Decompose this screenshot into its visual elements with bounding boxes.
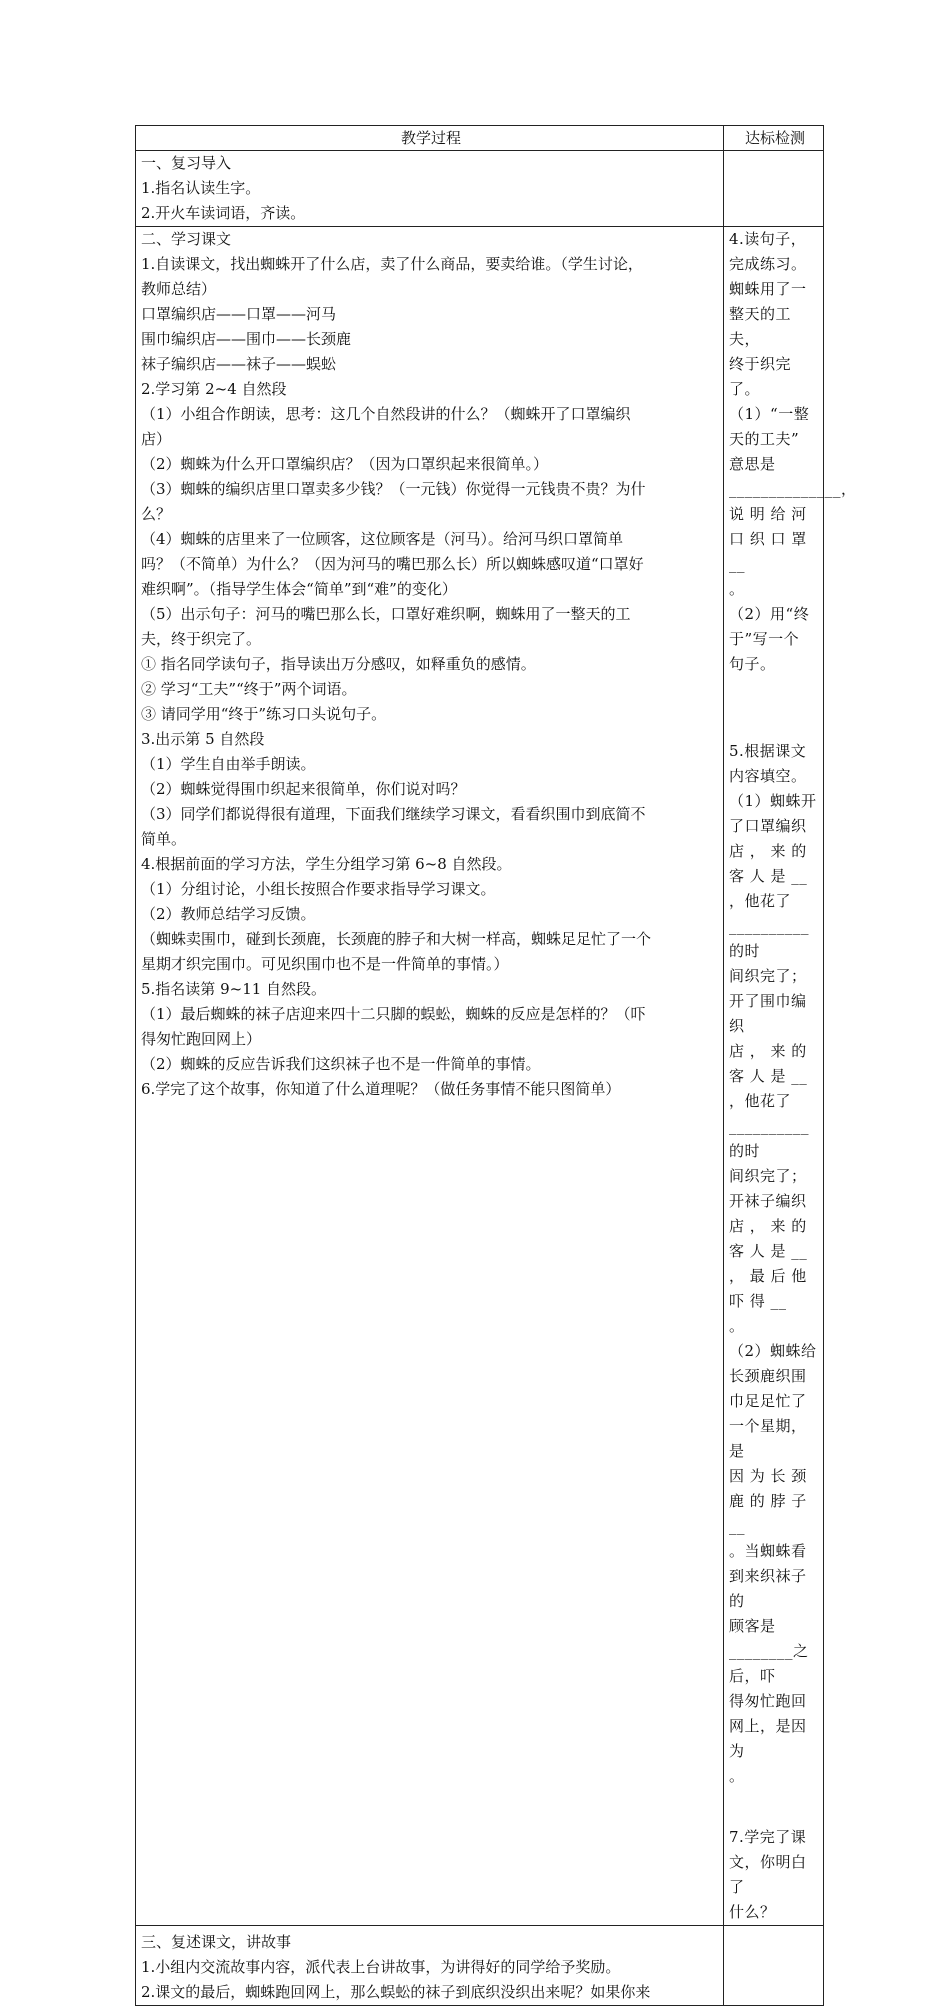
exercise-line: ，他花了__________的时 bbox=[729, 1092, 809, 1160]
learning-line: 教师总结） bbox=[141, 280, 217, 298]
learning-assessment-cell bbox=[724, 227, 857, 1926]
retell-line: 1.小组内交流故事内容，派代表上台讲故事，为讲得好的同学给予奖励。 bbox=[141, 1958, 621, 1976]
spacer bbox=[729, 1789, 821, 1825]
learning-line: 5.指名读第 9~11 自然段。 bbox=[141, 980, 327, 998]
learning-line: （1）最后蜘蛛的袜子店迎来四十二只脚的蜈蚣，蜘蛛的反应是怎样的？（吓 bbox=[141, 1005, 646, 1023]
retell-assessment-cell bbox=[724, 1926, 824, 2006]
learning-line: 吗？（不简单）为什么？（因为河马的嘴巴那么长）所以蜘蛛感叹道“口罩好 bbox=[141, 555, 644, 573]
exercise-4 bbox=[729, 227, 857, 677]
learning-line: 得匆忙跑回网上） bbox=[141, 1030, 262, 1048]
exercise-line: 顾客是________之后，吓 bbox=[729, 1617, 809, 1685]
exercise-line: 什么？ bbox=[729, 1903, 776, 1921]
learning-line: 2.学习第 2~4 自然段 bbox=[141, 380, 287, 398]
exercise-line: （2）用“终于”写一个 bbox=[729, 605, 810, 648]
learning-line: （3）蜘蛛的编织店里口罩卖多少钱？（一元钱）你觉得一元钱贵不贵？为什 bbox=[141, 480, 646, 498]
exercise-line: 7.学完了课文，你明白了 bbox=[729, 1828, 807, 1896]
learning-line: ③ 请同学用“终于”练习口头说句子。 bbox=[141, 705, 387, 723]
learning-line: 1.自读课文，找出蜘蛛开了什么店，卖了什么商品，要卖给谁。（学生讨论， bbox=[141, 255, 643, 273]
learning-line: 店） bbox=[141, 430, 172, 448]
review-line: 1.指名认读生字。 bbox=[141, 179, 261, 197]
learning-line: 简单。 bbox=[141, 830, 187, 848]
learning-line: 4.根据前面的学习方法，学生分组学习第 6~8 自然段。 bbox=[141, 855, 512, 873]
exercise-line: 巾足足忙了一个星期，是 bbox=[729, 1392, 807, 1460]
review-cell bbox=[136, 151, 724, 227]
learning-line: 3.出示第 5 自然段 bbox=[141, 730, 265, 748]
learning-cell bbox=[136, 227, 724, 1926]
review-assessment-cell bbox=[724, 151, 824, 227]
exercise-line: 。 bbox=[729, 1767, 745, 1785]
exercise-5 bbox=[729, 739, 821, 1789]
learning-line: 6.学完了这个故事，你知道了什么道理呢？（做任务事情不能只图简单） bbox=[141, 1080, 621, 1098]
learning-line: （2）蜘蛛的反应告诉我们这织袜子也不是一件简单的事情。 bbox=[141, 1055, 541, 1073]
learning-row bbox=[136, 227, 824, 1926]
retell-cell bbox=[136, 1926, 724, 2006]
exercise-line: 因 为 长 颈 鹿 的 脖 子 __ bbox=[729, 1467, 807, 1535]
exercise-line: 5.根据课文内容填空。 bbox=[729, 742, 807, 785]
learning-line: 难织啊”。（指导学生体会“简单”到“难”的变化） bbox=[141, 580, 457, 598]
header-row bbox=[136, 126, 824, 151]
exercise-line: 间织完了；开了围巾编织 bbox=[729, 967, 807, 1035]
exercise-line: 意思是______________， bbox=[729, 455, 857, 498]
learning-line: （1）学生自由举手朗读。 bbox=[141, 755, 316, 773]
exercise-line: （1）“一整天的工夫” bbox=[729, 405, 810, 448]
exercise-line: 得匆忙跑回网上，是因为 bbox=[729, 1692, 807, 1760]
learning-line: （1）分组讨论，小组长按照合作要求指导学习课文。 bbox=[141, 880, 496, 898]
exercise-line: 终于织完了。 bbox=[729, 355, 792, 398]
learning-line: （1）小组合作朗读，思考：这几个自然段讲的什么？（蜘蛛开了口罩编织 bbox=[141, 405, 631, 423]
exercise-line: ， 最 后 他 吓 得 __ bbox=[729, 1267, 807, 1310]
learning-line: （3）同学们都说得很有道理，下面我们继续学习课文，看看织围巾到底简不 bbox=[141, 805, 646, 823]
exercise-line: 店 ， 来 的 客 人 是 __ bbox=[729, 1042, 808, 1085]
exercise-line: 店 ， 来 的 客 人 是 __ bbox=[729, 1217, 808, 1260]
header-teaching-process: 教学过程 bbox=[136, 126, 724, 151]
exercise-line: （1）蜘蛛开了口罩编织 bbox=[729, 792, 817, 835]
exercise-7 bbox=[729, 1825, 821, 1925]
learning-line: （2）教师总结学习反馈。 bbox=[141, 905, 316, 923]
retell-row bbox=[136, 1926, 824, 2006]
learning-line: （2）蜘蛛觉得围巾织起来很简单，你们说对吗？ bbox=[141, 780, 466, 798]
exercise-line: 4.读句子，完成练习。 bbox=[729, 230, 807, 273]
retell-line: 三、复述课文，讲故事 bbox=[141, 1933, 292, 1951]
retell-line: 2.课文的最后，蜘蛛跑回网上，那么蜈蚣的袜子到底织没织出来呢？如果你来 bbox=[141, 1983, 651, 2001]
exercise-line: 句子。 bbox=[729, 655, 776, 673]
exercise-line: 。 bbox=[729, 1317, 745, 1335]
learning-line: （2）蜘蛛为什么开口罩编织店？（因为口罩织起来很简单。） bbox=[141, 455, 549, 473]
review-row bbox=[136, 151, 824, 227]
learning-line: （4）蜘蛛的店里来了一位顾客，这位顾客是（河马）。给河马织口罩简单 bbox=[141, 530, 624, 548]
exercise-line: ，他花了__________的时 bbox=[729, 892, 809, 960]
exercise-line: 间织完了；开袜子编织 bbox=[729, 1167, 807, 1210]
exercise-line: 。 bbox=[729, 580, 745, 598]
exercise-line: 。当蜘蛛看到来织袜子的 bbox=[729, 1542, 807, 1610]
spacer bbox=[729, 677, 821, 739]
learning-line: ② 学习“工夫”“终于”两个词语。 bbox=[141, 680, 357, 698]
learning-line: 么？ bbox=[141, 505, 172, 523]
learning-line: ① 指名同学读句子，指导读出万分感叹，如释重负的感情。 bbox=[141, 655, 536, 673]
lesson-plan-table bbox=[135, 125, 857, 2006]
learning-line: 围巾编织店——围巾——长颈鹿 bbox=[141, 330, 352, 348]
review-line: 一、复习导入 bbox=[141, 154, 232, 172]
learning-line: 星期才织完围巾。可见织围巾也不是一件简单的事情。） bbox=[141, 955, 509, 973]
review-line: 2.开火车读词语，齐读。 bbox=[141, 204, 306, 222]
exercise-line: 蜘蛛用了一整天的工夫， bbox=[729, 280, 807, 348]
exercise-line: （2）蜘蛛给长颈鹿织围 bbox=[729, 1342, 817, 1385]
learning-line: 袜子编织店——袜子——蜈蚣 bbox=[141, 355, 337, 373]
learning-line: 二、学习课文 bbox=[141, 230, 232, 248]
learning-line: 口罩编织店——口罩——河马 bbox=[141, 305, 337, 323]
header-assessment: 达标检测 bbox=[724, 126, 824, 151]
learning-line: （5）出示句子：河马的嘴巴那么长，口罩好难织啊，蜘蛛用了一整天的工 bbox=[141, 605, 631, 623]
learning-line: （蜘蛛卖围巾，碰到长颈鹿，长颈鹿的脖子和大树一样高，蜘蛛足足忙了一个 bbox=[141, 930, 652, 948]
exercise-line: 说 明 给 河 口 织 口 罩 __ bbox=[729, 505, 807, 573]
exercise-line: 店 ， 来 的 客 人 是 __ bbox=[729, 842, 808, 885]
learning-line: 夫，终于织完了。 bbox=[141, 630, 262, 648]
